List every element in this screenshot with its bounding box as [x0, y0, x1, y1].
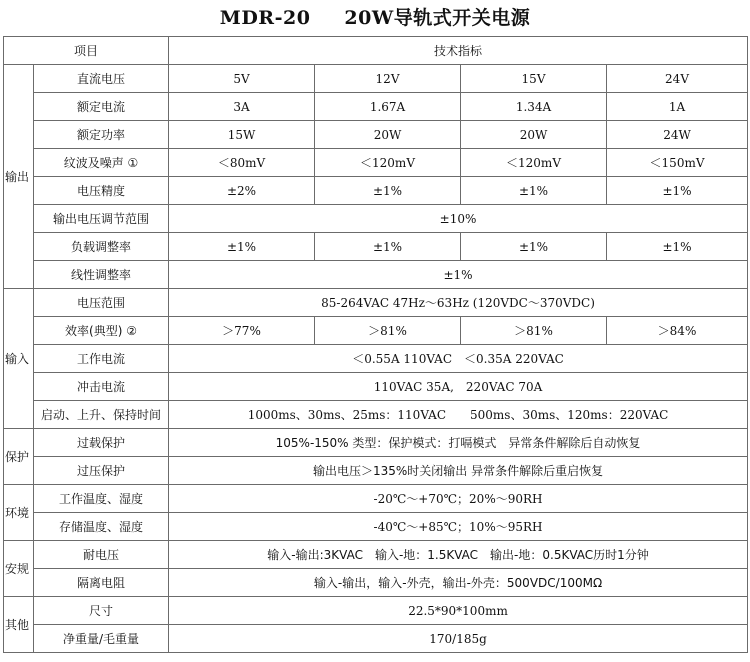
cell-value: 输入-输出，输入-外壳，输出-外壳：500VDC/100MΩ: [169, 569, 748, 597]
cell-value: ＞77%: [169, 317, 315, 345]
cell-value: -20℃～+70℃；20%～90RH: [169, 485, 748, 513]
row-label: 效率(典型) ②: [34, 317, 169, 345]
cell-value: 1000ms、30ms、25ms：110VAC 500ms、30ms、120ms：220VAC: [169, 401, 748, 429]
row-label: 负载调整率: [34, 233, 169, 261]
cell-value: ＞81%: [461, 317, 607, 345]
category-output: 输出: [4, 65, 34, 289]
cell-value: ±2%: [169, 177, 315, 205]
cell-value: ±1%: [461, 177, 607, 205]
cell-value: 85-264VAC 47Hz～63Hz (120VDC～370VDC): [169, 289, 748, 317]
cell-value: 输入-输出:3KVAC 输入-地：1.5KVAC 输出-地：0.5KVAC历时1分钟: [169, 541, 748, 569]
table-row: [4, 149, 748, 177]
table-row: [4, 93, 748, 121]
category-environment: 环境: [4, 485, 34, 541]
cell-value: 3A: [169, 93, 315, 121]
row-label: 过压保护: [34, 457, 169, 485]
table-row: [4, 261, 748, 289]
cell-value: 20W: [315, 121, 461, 149]
row-label: 直流电压: [34, 65, 169, 93]
cell-value: ±10%: [169, 205, 748, 233]
table-row: [4, 233, 748, 261]
row-label: 启动、上升、保持时间: [34, 401, 169, 429]
header-spec: 技术指标: [169, 37, 748, 65]
cell-value: ＜120mV: [461, 149, 607, 177]
cell-value: 1.67A: [315, 93, 461, 121]
table-row: [4, 429, 748, 457]
cell-value: 5V: [169, 65, 315, 93]
cell-value: 15W: [169, 121, 315, 149]
table-row: [4, 625, 748, 653]
table-row: [4, 205, 748, 233]
cell-value: ±1%: [461, 233, 607, 261]
row-label: 净重量/毛重量: [34, 625, 169, 653]
table-row: [4, 513, 748, 541]
table-row: [4, 345, 748, 373]
table-row: [4, 457, 748, 485]
row-label: 冲击电流: [34, 373, 169, 401]
cell-value: 22.5*90*100mm: [169, 597, 748, 625]
table-header-row: [4, 37, 748, 65]
row-label: 过载保护: [34, 429, 169, 457]
row-label: 工作电流: [34, 345, 169, 373]
row-label: 电压精度: [34, 177, 169, 205]
row-label: 隔离电阻: [34, 569, 169, 597]
table-row: [4, 121, 748, 149]
model-name: MDR-20: [219, 7, 311, 29]
row-label: 输出电压调节范围: [34, 205, 169, 233]
table-row: [4, 485, 748, 513]
row-label: 电压范围: [34, 289, 169, 317]
cell-value: 20W: [461, 121, 607, 149]
table-row: [4, 177, 748, 205]
table-row: [4, 401, 748, 429]
table-row: [4, 541, 748, 569]
cell-value: 24W: [607, 121, 748, 149]
table-row: [4, 373, 748, 401]
cell-value: ±1%: [315, 233, 461, 261]
cell-value: ＜120mV: [315, 149, 461, 177]
cell-value: ±1%: [315, 177, 461, 205]
cell-value: ±1%: [607, 233, 748, 261]
cell-value: 1.34A: [461, 93, 607, 121]
cell-value: ＜150mV: [607, 149, 748, 177]
table-row: [4, 289, 748, 317]
category-protection: 保护: [4, 429, 34, 485]
cell-value: 110VAC 35A, 220VAC 70A: [169, 373, 748, 401]
spec-table: [3, 36, 748, 653]
cell-value: 15V: [461, 65, 607, 93]
cell-value: ±1%: [169, 233, 315, 261]
header-item: 项目: [4, 37, 169, 65]
category-other: 其他: [4, 597, 34, 653]
row-label: 额定功率: [34, 121, 169, 149]
cell-value: 1A: [607, 93, 748, 121]
row-label: 尺寸: [34, 597, 169, 625]
cell-value: ＞84%: [607, 317, 748, 345]
row-label: 额定电流: [34, 93, 169, 121]
cell-value: -40℃～+85℃；10%～95RH: [169, 513, 748, 541]
cell-value: ＞81%: [315, 317, 461, 345]
cell-value: ±1%: [607, 177, 748, 205]
table-row: [4, 65, 748, 93]
row-label: 纹波及噪声 ①: [34, 149, 169, 177]
row-label: 存储温度、湿度: [34, 513, 169, 541]
table-row: [4, 317, 748, 345]
table-row: [4, 569, 748, 597]
cell-value: 24V: [607, 65, 748, 93]
cell-value: 输出电压＞135%时关闭输出 异常条件解除后重启恢复: [169, 457, 748, 485]
cell-value: ±1%: [169, 261, 748, 289]
row-label: 工作温度、湿度: [34, 485, 169, 513]
row-label: 线性调整率: [34, 261, 169, 289]
cell-value: 12V: [315, 65, 461, 93]
cell-value: ＜0.55A 110VAC ＜0.35A 220VAC: [169, 345, 748, 373]
row-label: 耐电压: [34, 541, 169, 569]
cell-value: 170/185g: [169, 625, 748, 653]
product-name: 20W导轨式开关电源: [344, 7, 531, 29]
page-title: [0, 0, 750, 36]
table-row: [4, 597, 748, 625]
category-safety: 安规: [4, 541, 34, 597]
cell-value: 105%-150% 类型：保护模式：打嗝模式 异常条件解除后自动恢复: [169, 429, 748, 457]
category-input: 输入: [4, 289, 34, 429]
cell-value: ＜80mV: [169, 149, 315, 177]
